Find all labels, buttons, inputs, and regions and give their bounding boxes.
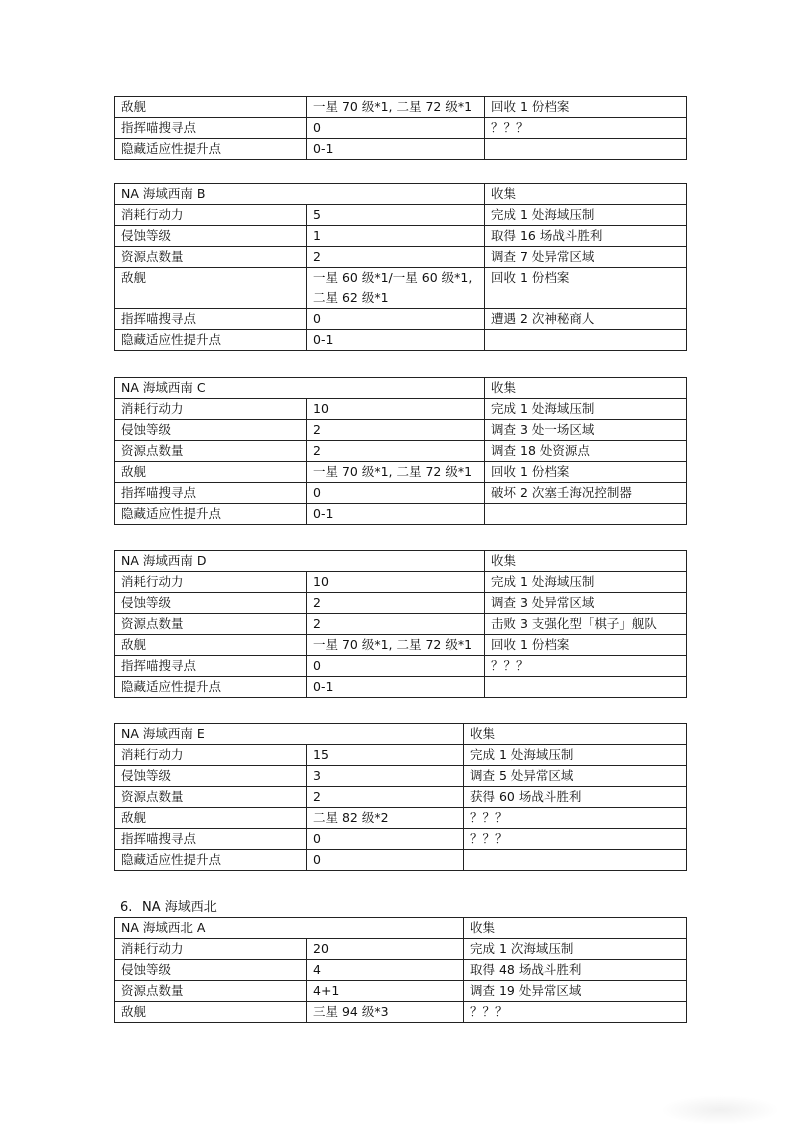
table-row [115,850,687,871]
table-header-row [115,918,687,939]
row-label: 敌舰 [115,462,307,483]
collect-goal: 回收 1 份档案 [485,462,687,483]
row-label: 资源点数量 [115,247,307,268]
collect-goal: 完成 1 次海域压制 [464,939,687,960]
table-row [115,97,687,118]
row-value: 一星 70 级*1, 二星 72 级*1 [307,97,485,118]
row-label: 指挥喵搜寻点 [115,309,307,330]
row-value: 0 [307,850,464,871]
row-value: 1 [307,226,485,247]
collect-label: 收集 [464,724,687,745]
table-row [115,399,687,420]
row-value: 2 [307,787,464,808]
row-value: 4+1 [307,981,464,1002]
row-label: 敌舰 [115,268,307,309]
table-title: NA 海域西南 C [115,378,485,399]
table-row [115,268,687,309]
table-header-row [115,724,687,745]
row-value: 5 [307,205,485,226]
table-row [115,787,687,808]
row-label: 隐藏适应性提升点 [115,677,307,698]
table-na-southwest-c [114,377,687,525]
row-label: 侵蚀等级 [115,420,307,441]
table-row [115,745,687,766]
row-value: 0-1 [307,330,485,351]
collect-goal: 破坏 2 次塞壬海况控制器 [485,483,687,504]
row-label: 消耗行动力 [115,205,307,226]
row-label: 资源点数量 [115,441,307,462]
collect-goal: 完成 1 处海域压制 [485,205,687,226]
table-row [115,226,687,247]
collect-goal: ？？？ [464,1002,687,1023]
table-body [115,551,687,698]
table-header-row [115,551,687,572]
table-row [115,635,687,656]
row-value: 20 [307,939,464,960]
row-label: 消耗行动力 [115,399,307,420]
table-row [115,960,687,981]
row-label: 消耗行动力 [115,745,307,766]
row-value: 0 [307,118,485,139]
row-value: 一星 70 级*1, 二星 72 级*1 [307,635,485,656]
row-value: 一星 70 级*1, 二星 72 级*1 [307,462,485,483]
collect-label: 收集 [485,378,687,399]
collect-goal [485,504,687,525]
row-label: 资源点数量 [115,787,307,808]
table-na-southwest-a-continued [114,96,687,160]
collect-goal: 击败 3 支强化型「棋子」舰队 [485,614,687,635]
table-row [115,462,687,483]
table-row [115,593,687,614]
row-value: 15 [307,745,464,766]
collect-goal: 调查 3 处一场区域 [485,420,687,441]
collect-label: 收集 [485,184,687,205]
row-value: 三星 94 级*3 [307,1002,464,1023]
table-title: NA 海域西南 E [115,724,464,745]
row-value: 0-1 [307,139,485,160]
row-label: 敌舰 [115,97,307,118]
row-value: 10 [307,399,485,420]
table-row [115,656,687,677]
collect-goal: 完成 1 处海域压制 [464,745,687,766]
row-value: 2 [307,247,485,268]
row-label: 资源点数量 [115,614,307,635]
table-header-row [115,184,687,205]
collect-goal: ？？？ [464,829,687,850]
table-row [115,205,687,226]
collect-goal: 取得 16 场战斗胜利 [485,226,687,247]
table-row [115,766,687,787]
row-label: 侵蚀等级 [115,766,307,787]
table-row [115,981,687,1002]
collect-label: 收集 [464,918,687,939]
row-label: 敌舰 [115,1002,307,1023]
row-label: 指挥喵搜寻点 [115,483,307,504]
row-label: 指挥喵搜寻点 [115,829,307,850]
table-body [115,378,687,525]
table-row [115,118,687,139]
collect-goal: 完成 1 处海域压制 [485,399,687,420]
collect-goal [464,850,687,871]
row-label: 指挥喵搜寻点 [115,656,307,677]
collect-label: 收集 [485,551,687,572]
row-value: 2 [307,593,485,614]
row-value: 2 [307,614,485,635]
collect-goal: 调查 3 处异常区域 [485,593,687,614]
collect-goal: ？？？ [464,808,687,829]
collect-goal: ？？？ [485,656,687,677]
row-value: 一星 60 级*1/一星 60 级*1, 二星 62 级*1 [307,268,485,309]
row-value: 0 [307,483,485,504]
table-title: NA 海域西南 D [115,551,485,572]
table-row [115,330,687,351]
collect-goal: 调查 7 处异常区域 [485,247,687,268]
row-value: 0-1 [307,504,485,525]
row-value: 0 [307,829,464,850]
collect-goal: 回收 1 份档案 [485,268,687,309]
row-label: 敌舰 [115,808,307,829]
row-value: 10 [307,572,485,593]
row-label: 隐藏适应性提升点 [115,330,307,351]
table-row [115,808,687,829]
table-row [115,939,687,960]
table-row [115,441,687,462]
collect-goal: ？？？ [485,118,687,139]
collect-goal: 回收 1 份档案 [485,97,687,118]
table-row [115,677,687,698]
collect-goal: 遭遇 2 次神秘商人 [485,309,687,330]
row-label: 敌舰 [115,635,307,656]
table-na-southwest-d [114,550,687,698]
table-na-southwest-e [114,723,687,871]
row-value: 2 [307,441,485,462]
row-label: 侵蚀等级 [115,593,307,614]
table-row [115,247,687,268]
collect-goal [485,677,687,698]
table-na-northwest-a [114,917,687,1023]
table-row [115,572,687,593]
table-row [115,420,687,441]
table-title: NA 海域西北 A [115,918,464,939]
collect-goal: 调查 19 处异常区域 [464,981,687,1002]
row-value: 4 [307,960,464,981]
table-header-row [115,378,687,399]
row-label: 侵蚀等级 [115,960,307,981]
row-value: 3 [307,766,464,787]
table-row [115,309,687,330]
row-label: 侵蚀等级 [115,226,307,247]
collect-goal: 获得 60 场战斗胜利 [464,787,687,808]
section-number: 6. [120,900,133,915]
section-title: NA 海域西北 [142,900,217,915]
table-body [115,184,687,351]
table-body [115,97,687,160]
collect-goal: 回收 1 份档案 [485,635,687,656]
table-na-southwest-b [114,183,687,351]
scan-shadow [660,1095,780,1125]
table-row [115,483,687,504]
table-row [115,1002,687,1023]
row-label: 指挥喵搜寻点 [115,118,307,139]
row-label: 隐藏适应性提升点 [115,850,307,871]
table-body [115,724,687,871]
collect-goal [485,330,687,351]
row-value: 0-1 [307,677,485,698]
table-row [115,139,687,160]
collect-goal: 调查 18 处资源点 [485,441,687,462]
collect-goal: 完成 1 处海域压制 [485,572,687,593]
table-body [115,918,687,1023]
collect-goal: 调查 5 处异常区域 [464,766,687,787]
row-value: 0 [307,309,485,330]
row-label: 隐藏适应性提升点 [115,504,307,525]
row-value: 2 [307,420,485,441]
collect-goal [485,139,687,160]
table-row [115,504,687,525]
row-label: 消耗行动力 [115,572,307,593]
table-row [115,829,687,850]
row-label: 隐藏适应性提升点 [115,139,307,160]
collect-goal: 取得 48 场战斗胜利 [464,960,687,981]
row-value: 二星 82 级*2 [307,808,464,829]
table-row [115,614,687,635]
row-label: 消耗行动力 [115,939,307,960]
row-label: 资源点数量 [115,981,307,1002]
row-value: 0 [307,656,485,677]
section-heading [120,898,217,918]
table-title: NA 海域西南 B [115,184,485,205]
